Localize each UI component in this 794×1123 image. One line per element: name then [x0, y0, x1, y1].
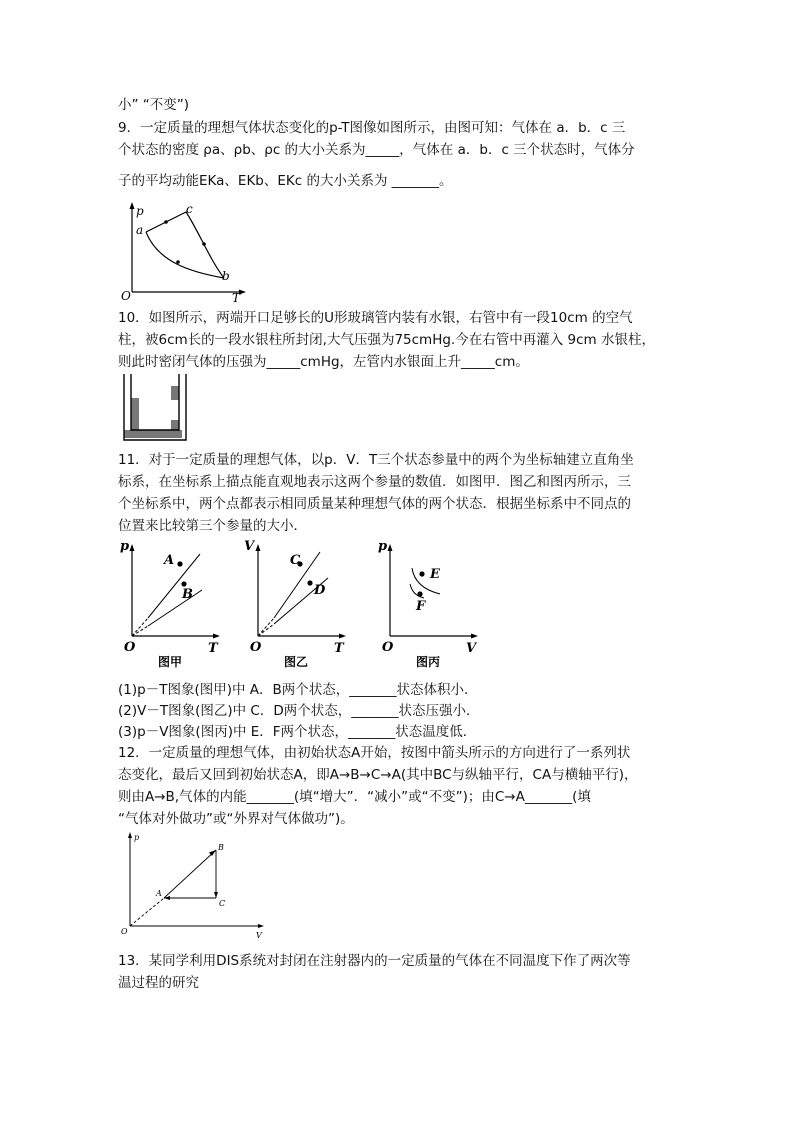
q11-sub3: (3)p－V图象(图丙)中 E．F两个状态，_______状态温度低． [118, 724, 477, 740]
q12-line4: “气体对外做功”或“外界对气体做功”)。 [118, 811, 354, 827]
q12-line3: 则由A→B,气体的内能_______(填“增大”．“减小”或“不变”)；由C→A_______(填 [118, 789, 591, 805]
point-A-label: A [164, 553, 175, 568]
q10-line3: 则此时密闭气体的压强为_____cmHg，左管内水银面上升_____cm。 [118, 354, 529, 370]
axis-y-label: p [378, 539, 388, 554]
q10-u-tube-figure [120, 372, 192, 444]
point-F-label: F [416, 599, 426, 614]
q11-sub2: (2)V－T图象(图乙)中 C．D两个状态，_______状态压强小． [118, 703, 480, 719]
point-A-label: A [156, 889, 162, 898]
q12-line1: 12．一定质量的理想气体，由初始状态A开始，按图中箭头所示的方向进行了一系列状 [118, 745, 631, 761]
q9-pT-figure [120, 200, 250, 302]
point-C-label: C [290, 553, 301, 568]
axis-p-label: p [136, 204, 144, 218]
axis-p-label: p [134, 833, 140, 842]
point-C-label: C [219, 899, 226, 908]
q9-line1: 9．一定质量的理想气体状态变化的p-T图像如图所示，由图可知：气体在 a．b．c 三 [118, 120, 626, 136]
q10-line1: 10．如图所示，两端开口足够长的U形玻璃管内装有水银，右管中有一段10cm 的空气 [118, 310, 633, 326]
q13-line2: 温过程的研究 [118, 975, 199, 991]
q11-figure-jia [118, 538, 226, 670]
origin-label: O [382, 640, 394, 655]
q11-line2: 标系，在坐标系上描点能直观地表示这两个参量的数值．如图甲．图乙和图丙所示，三 [118, 474, 631, 490]
q9-line3: 子的平均动能EKa、EKb、EKc 的大小关系为 _______。 [118, 173, 453, 189]
axis-x-label: V [466, 641, 477, 656]
q11-figure-yi [244, 538, 352, 670]
q13-line1: 13．某同学利用DIS系统对封闭在注射器内的一定质量的气体在不同温度下作了两次等 [118, 953, 631, 969]
point-c-label: c [186, 202, 193, 216]
q12-pV-figure [118, 830, 268, 942]
point-B-label: B [218, 843, 224, 852]
axis-y-label: V [244, 539, 255, 554]
q9-line2: 个状态的密度 ρa、ρb、ρc 的大小关系为_____，气体在 a．b．c 三个状态时，气体分 [118, 142, 635, 158]
point-D-label: D [314, 583, 326, 598]
continued-text: 小” “不变”) [118, 97, 190, 113]
origin-label: O [121, 289, 131, 302]
origin-label: O [124, 640, 136, 655]
point-a-label: a [136, 223, 144, 237]
q11-line3: 个坐标系中，两个点都表示相同质量某种理想气体的两个状态．根据坐标系中不同点的 [118, 496, 631, 512]
q11-line4: 位置来比较第三个参量的大小． [118, 518, 307, 534]
point-E-label: E [430, 567, 440, 582]
axis-V-label: V [256, 931, 262, 940]
axis-T-label: T [232, 291, 241, 302]
caption-bing: 图丙 [416, 655, 441, 669]
point-b-label: b [222, 269, 230, 283]
caption-jia: 图甲 [158, 655, 183, 669]
point-B-label: B [182, 587, 193, 602]
q11-figure-bing [376, 538, 484, 670]
q10-line2: 柱，被6cm长的一段水银柱所封闭,大气压强为75cmHg.今在右管中再灌入 9cm 水银柱， [118, 332, 655, 348]
caption-yi: 图乙 [284, 655, 309, 669]
origin-label: O [121, 927, 128, 936]
origin-label: O [250, 640, 262, 655]
axis-x-label: T [208, 641, 218, 656]
q11-sub1: (1)p－T图象(图甲)中 A．B两个状态，_______状态体积小． [118, 682, 478, 698]
axis-y-label: p [120, 539, 130, 554]
q12-line2: 态变化，最后又回到初始状态A，即A→B→C→A(其中BC与纵轴平行，CA与横轴平行)， [118, 767, 638, 783]
axis-x-label: T [334, 641, 344, 656]
q11-line1: 11．对于一定质量的理想气体，以p．V．T三个状态参量中的两个为坐标轴建立直角坐 [118, 452, 634, 468]
